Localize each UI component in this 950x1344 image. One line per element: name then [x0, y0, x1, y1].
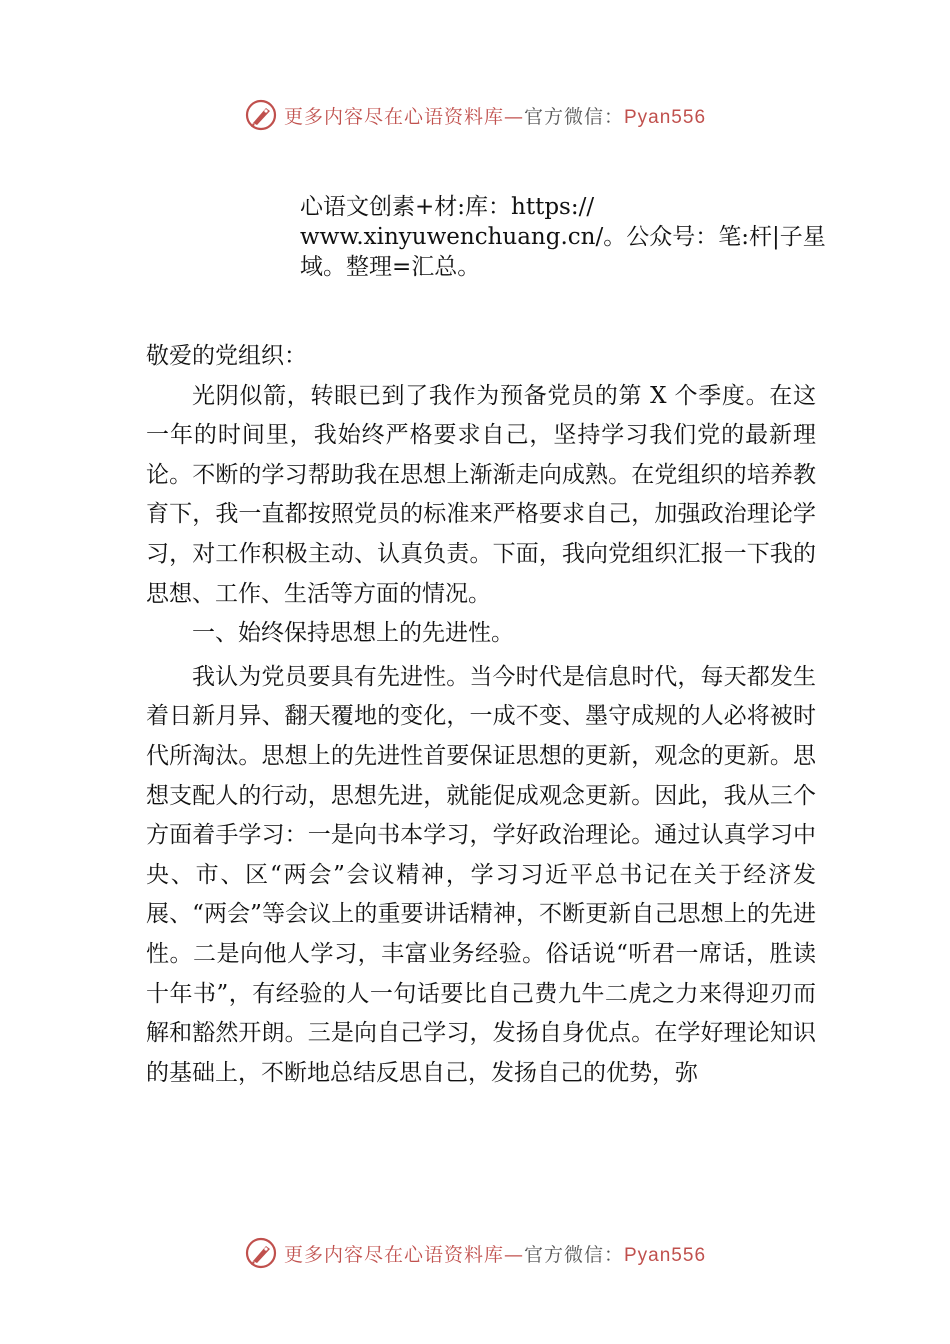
- section-heading-1: 一、始终保持思想上的先进性。: [192, 620, 514, 647]
- salutation: 敬爱的党组织：: [146, 343, 307, 369]
- footer-banner: [0, 1233, 950, 1273]
- banner-separator: —: [503, 1243, 524, 1266]
- source-note-line-3: 域。整理=汇总。: [300, 254, 481, 280]
- banner-slogan: 更多内容尽在心语资料库: [283, 105, 504, 128]
- paragraph-section-1: 我认为党员要具有先进性。当今时代是信息时代，每天都发生着日新月异、翻天覆地的变化，一成不变、墨守成规的人必将被时代所淘汰。思想上的先进性首要保证思想的更新，观念的更新。思想支配人的行动，思想先进，就能促成观念更新。因此，我从三个方面着手学习：一是向书本学习，学好政治理论。通过认真学习中央、市、区“两会”会议精神，学习习近平总书记在关于经济发展、“两会”等会议上的重要讲话精神，不断更新自己思想上的先进性。二是向他人学习，丰富业务经验。俗话说“听君一席话，胜读十年书”，有经验的人一句话要比自己费九牛二虎之力来得迎刃而解和豁然开朗。三是向自己学习，发扬自身优点。在学好理论知识的基础上，不断地总结反思自己，发扬自己的优势，弥: [146, 663, 816, 1086]
- wechat-id: Pyan556: [624, 106, 707, 128]
- wechat-id: Pyan556: [624, 1244, 707, 1266]
- source-note-line-1: 心语文创素+材:库：https://: [300, 194, 595, 220]
- wechat-label: 官方微信：: [523, 1243, 624, 1266]
- source-note-line-2: www.xinyuwenchuang.cn/。公众号：笔:杆|子星: [300, 224, 826, 250]
- header-banner-text: [284, 102, 706, 129]
- banner-separator: —: [503, 105, 524, 128]
- letter-body: [146, 337, 816, 1093]
- pen-nib-logo-icon: [244, 98, 278, 132]
- wechat-label: 官方微信：: [523, 105, 624, 128]
- source-note: [300, 192, 860, 282]
- header-banner-content: [244, 98, 706, 132]
- footer-banner-content: [244, 1236, 706, 1270]
- footer-banner-text: [284, 1240, 706, 1267]
- banner-slogan: 更多内容尽在心语资料库: [283, 1243, 504, 1266]
- pen-nib-logo-icon: [244, 1236, 278, 1270]
- paragraph-intro: 光阴似箭，转眼已到了我作为预备党员的第 X 个季度。在这一年的时间里，我始终严格要求自己，坚持学习我们党的最新理论。不断的学习帮助我在思想上渐渐走向成熟。在党组织的培养教育下，我一直都按照党员的标准来严格要求自己，加强政治理论学习，对工作积极主动、认真负责。下面，我向党组织汇报一下我的思想、工作、生活等方面的情况。: [146, 382, 816, 607]
- header-banner: [0, 95, 950, 135]
